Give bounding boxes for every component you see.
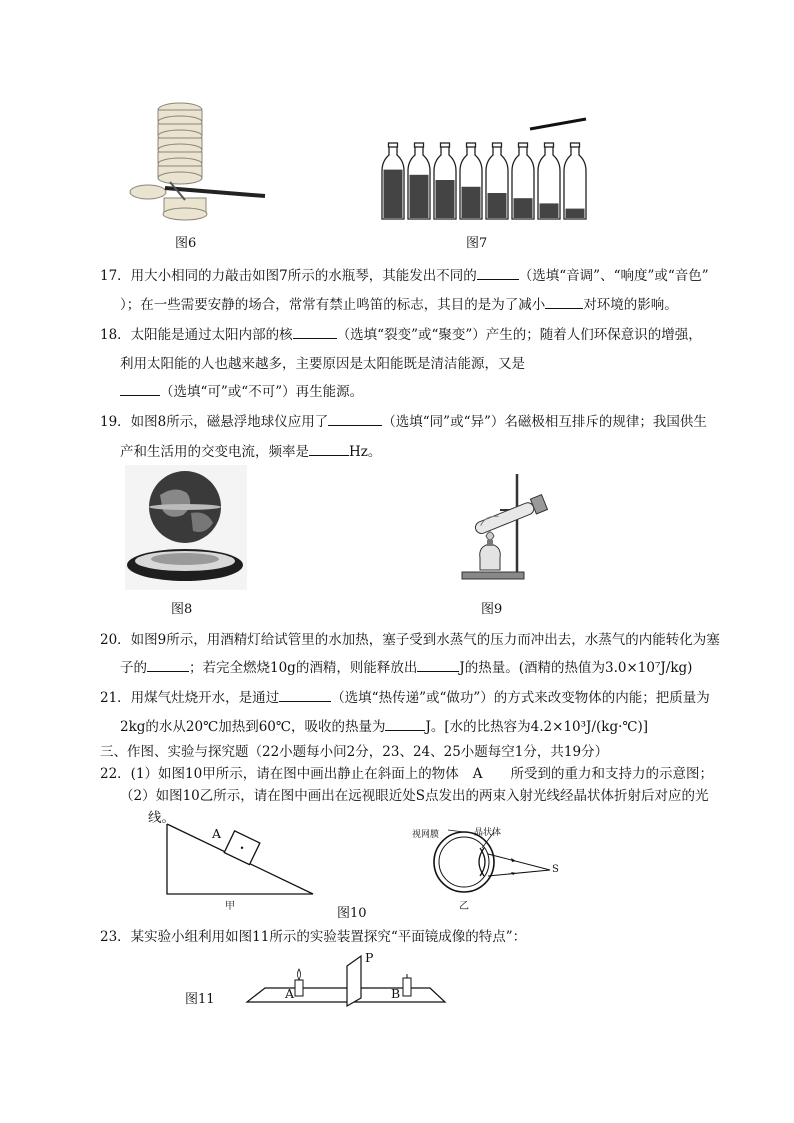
- fig7-bottle-water: [514, 198, 533, 218]
- fig7-bottle-water: [566, 209, 585, 218]
- q18-text-3b: （选填“可”或“不可”）再生能源。: [160, 384, 364, 400]
- q18-line1: [100, 323, 702, 343]
- fig7-bottle-water: [462, 187, 481, 218]
- q17-text-2b: 对环境的影响。: [583, 297, 678, 313]
- fig7-bottle-water: [540, 203, 559, 218]
- fig9-caption: 图9: [481, 602, 503, 617]
- q22-text-1a: 22．(1）如图10甲所示，请在图中画出静止在斜面上的物体: [100, 766, 459, 782]
- q17-line2: [120, 293, 678, 313]
- q19-blank-2[interactable]: [309, 443, 349, 456]
- fig11-label-a: A: [285, 986, 295, 1001]
- q17-line1: [100, 264, 709, 284]
- q22-text-2: （2）如图10乙所示，请在图中画出在远视眼近处S点发出的两束入射光线经晶状体折射后对应的光: [120, 788, 709, 804]
- q19-text-1b: （选填“同”或“异”）名磁极相互排斥的规律；我国供生: [382, 414, 707, 430]
- fig7-bottle-mouth: [519, 143, 528, 147]
- fig10-incline: [165, 822, 315, 902]
- fig6-caption: 图6: [175, 236, 197, 251]
- fig7-bottle-mouth: [493, 143, 502, 147]
- q22-text-1c: 所受到的重力和支持力的示意图；: [510, 766, 713, 782]
- q21-blank-2[interactable]: [385, 718, 425, 731]
- q17-blank-2[interactable]: [545, 296, 583, 309]
- q22-text-1b: A: [472, 766, 483, 782]
- q22-text-3: 线。: [148, 810, 175, 826]
- fig7-bottle-mouth: [545, 143, 554, 147]
- fig11-label-b: B: [391, 986, 401, 1001]
- q20-line1: [100, 628, 720, 648]
- q18-text-1b: （选填“裂变”或“聚变”）产生的；随着人们环保意识的增强，: [336, 327, 702, 343]
- q21-line2: [120, 715, 648, 735]
- q17-text-1b: （选填“音调”、“响度”或“音色”: [518, 268, 709, 284]
- fig7-bottle-mouth: [571, 143, 580, 147]
- fig11-image: [245, 952, 450, 1008]
- q20-text-2b: ；若完全燃烧10g的酒精，则能释放出: [189, 660, 418, 676]
- fig10-label-retina: 视网膜: [412, 830, 440, 840]
- q19-line2: [120, 440, 381, 460]
- q18-text-2: 利用太阳能的人也越来越多，主要原因是太阳能既是清洁能源，又是: [120, 356, 525, 372]
- q19-text-2a: 产和生活用的交变电流，频率是: [120, 444, 309, 460]
- fig7-bottle-mouth: [389, 143, 398, 147]
- fig11-label-p: P: [365, 950, 374, 965]
- fig7-caption: 图7: [466, 236, 488, 251]
- fig10-label-a: A: [212, 826, 222, 841]
- q20-text-1: 20．如图9所示，用酒精灯给试管里的水加热，塞子受到水蒸气的压力而冲出去，水蒸气的内能转化为塞: [100, 632, 720, 648]
- q18-text-1a: 18．太阳能是通过太阳内部的核: [100, 327, 293, 343]
- q22-line1: [100, 762, 713, 782]
- fig7-bottle-water: [488, 193, 507, 218]
- q17-blank-1[interactable]: [477, 267, 519, 280]
- q21-text-1a: 21．用煤气灶烧开水，是通过: [100, 690, 280, 706]
- fig7-bottle-water: [384, 170, 403, 218]
- q20-blank-2[interactable]: [417, 659, 459, 672]
- q18-line2: [120, 352, 525, 372]
- fig7-bottle-mouth: [467, 143, 476, 147]
- fig9-image: [460, 470, 565, 582]
- fig10-label-yi: 乙: [459, 901, 469, 912]
- q19-text-2b: Hz。: [349, 444, 382, 460]
- fig11-caption: 图11: [185, 992, 215, 1007]
- q18-blank-2[interactable]: [120, 383, 160, 396]
- fig7-bottle-mouth: [415, 143, 424, 147]
- q18-blank-1[interactable]: [293, 326, 337, 339]
- q20-blank-1[interactable]: [147, 659, 189, 672]
- fig7-image: [380, 115, 590, 225]
- q21-text-2a: 2kg的水从20℃加热到60℃，吸收的热量为: [120, 719, 386, 735]
- q23-line1: [100, 925, 526, 945]
- fig8-caption: 图8: [171, 602, 193, 617]
- q17-text-2a: ）；在一些需要安静的场合，常常有禁止鸣笛的标志，其目的是为了减小: [120, 297, 546, 313]
- q18-line3: [120, 380, 363, 400]
- section3-heading: 三、作图、实验与探究题（22小题每小问2分，23、24、25小题每空1分，共19分）: [100, 744, 609, 760]
- fig8-image: [125, 465, 247, 590]
- q17-text-1a: 17．用大小相同的力敲击如图7所示的水瓶琴，其能发出不同的: [100, 268, 477, 284]
- q21-line1: [100, 686, 710, 706]
- q23-text-1: 23．某实验小组利用如图11所示的实验装置探究“平面镜成像的特点”：: [100, 929, 527, 945]
- fig7-bottle-water: [436, 180, 455, 218]
- fig6-image: [120, 100, 270, 225]
- q20-text-2c: J的热量。(酒精的热值为3.0×10⁷J/kg): [459, 660, 693, 676]
- q21-text-1b: （选填“热传递”或“做功”）的方式来改变物体的内能；把质量为: [331, 690, 710, 706]
- q19-text-1a: 19．如图8所示，磁悬浮地球仪应用了: [100, 414, 329, 430]
- fig10-caption: 图10: [337, 906, 367, 921]
- fig7-bottle-water: [410, 175, 429, 218]
- fig10-label-s: S: [552, 864, 559, 875]
- q19-line1: [100, 410, 707, 430]
- fig7-bottle-mouth: [441, 143, 450, 147]
- fig10-label-jia: 甲: [225, 901, 235, 912]
- q19-blank-1[interactable]: [328, 413, 382, 426]
- q21-text-2b: J。[水的比热容为4.2×10³J/(kg·℃)]: [425, 719, 649, 735]
- q22-line2: [120, 784, 709, 804]
- q20-line2: [120, 656, 692, 676]
- q21-blank-1[interactable]: [279, 689, 331, 702]
- q20-text-2a: 子的: [120, 660, 147, 676]
- fig10-label-lens: 晶状体: [474, 828, 502, 838]
- fig7-bottle: [564, 145, 586, 219]
